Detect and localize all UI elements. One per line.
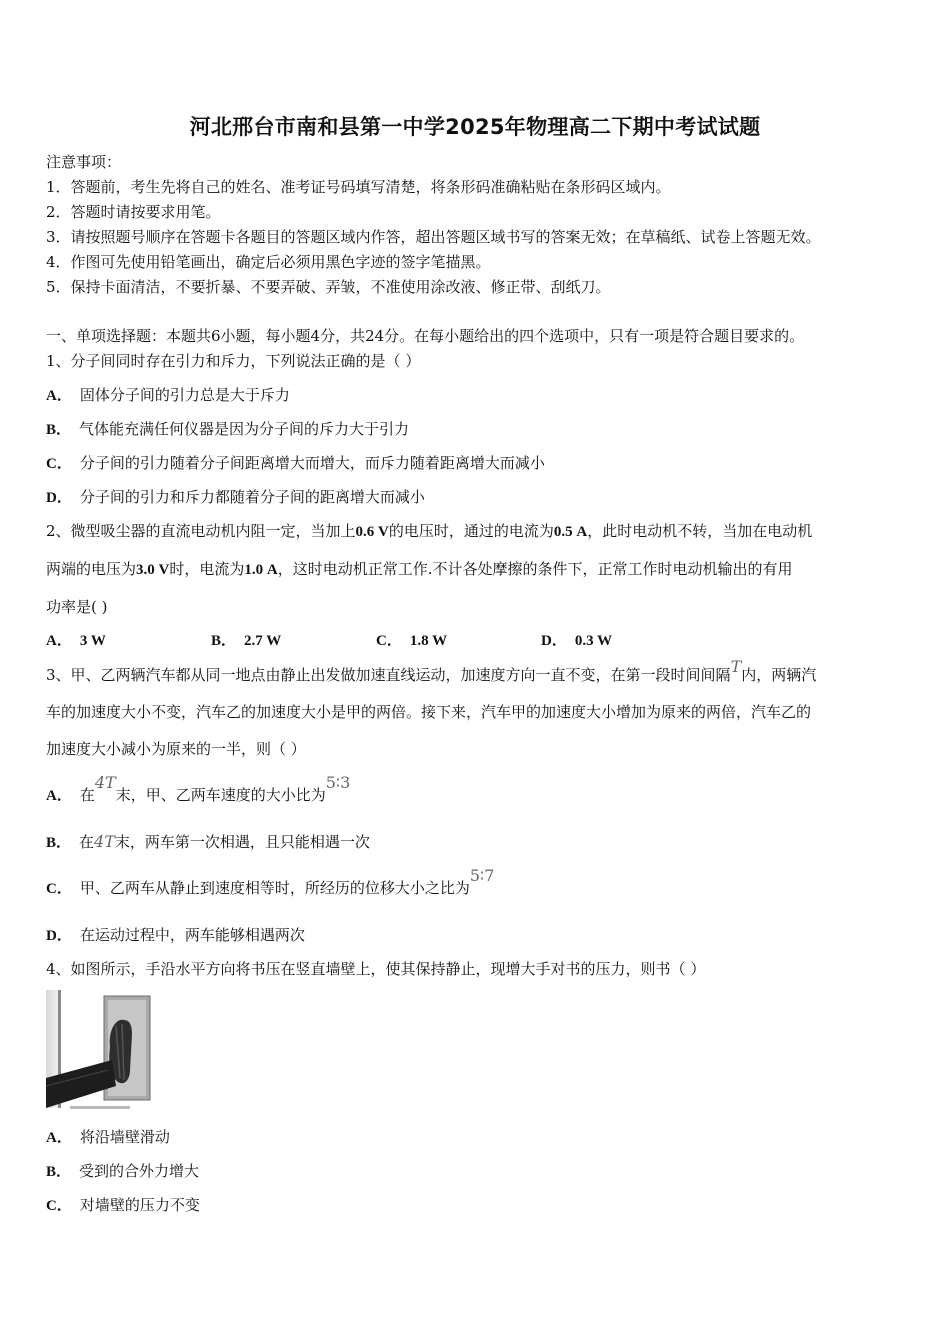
- option-label: B．: [211, 633, 237, 649]
- q2-option-d: [541, 630, 612, 651]
- q2-voltage-2: 3.0 V: [136, 562, 170, 578]
- option-label: A．: [46, 1130, 72, 1146]
- q2-option-c: [376, 630, 447, 651]
- option-text: 分子间的引力和斥力都随着分子间的距离增大而减小: [79, 488, 425, 506]
- q2-text: 两端的电压为: [46, 560, 137, 578]
- q1-option-c: [46, 453, 545, 474]
- option-text: 2.7 W: [244, 633, 282, 649]
- q2-stem-line-1: [46, 521, 812, 542]
- q3-stem-line-2: 车的加速度大小不变，汽车乙的加速度大小是甲的两倍。接下来，汽车甲的加速度大小增加为原来的两倍，汽车乙的: [46, 703, 812, 721]
- q3-stem-line-1: [46, 657, 817, 685]
- option-text: 在: [79, 833, 95, 851]
- q2-stem-line-3: 功率是( ): [46, 598, 108, 616]
- option-label: B．: [46, 1164, 72, 1180]
- page-title: 河北邢台市南和县第一中学2025年物理高二下期中考试试题: [189, 115, 761, 139]
- notice-item-2: 2．答题时请按要求用笔。: [46, 203, 221, 221]
- q2-option-a: [46, 630, 106, 651]
- option-label: D．: [46, 928, 72, 944]
- math-expression: 4T: [94, 773, 116, 792]
- option-text: 受到的合外力增大: [79, 1162, 200, 1180]
- notice-item-5: 5．保持卡面清洁，不要折暴、不要弄破、弄皱，不准使用涂改液、修正带、刮纸刀。: [46, 278, 611, 296]
- option-label: B．: [46, 835, 72, 851]
- q2-text: 2、微型吸尘器的直流电动机内阻一定，当加上: [46, 522, 356, 540]
- math-expression: 5∶7: [469, 866, 495, 885]
- q2-text: ，此时电动机不转，当加在电动机: [587, 522, 813, 540]
- option-label: A．: [46, 633, 72, 649]
- option-text: 甲、乙两车从静止到速度相等时，所经历的位移大小之比为: [79, 879, 470, 897]
- q2-stem-line-2: [46, 559, 793, 580]
- option-label: B．: [46, 422, 72, 438]
- q2-text: 时，电流为: [169, 560, 245, 578]
- hand-pressing-book-figure: [46, 990, 158, 1112]
- notice-item-1: 1．答题前，考生先将自己的姓名、准考证号码填写清楚，将条形码准确粘贴在条形码区域内。: [46, 178, 671, 196]
- q3-text: 内，两辆汽: [741, 666, 817, 684]
- option-label: C．: [46, 881, 72, 897]
- notice-heading: 注意事项：: [46, 153, 122, 171]
- option-text: 气体能充满任何仪器是因为分子间的斥力大于引力: [79, 420, 410, 438]
- q3-stem-line-3: 加速度大小减小为原来的一半，则（ ）: [46, 740, 306, 758]
- option-text: 末，两车第一次相遇，且只能相遇一次: [114, 833, 370, 851]
- notice-item-3: 3．请按照题号顺序在答题卡各题目的答题区域内作答，超出答题区域书写的答案无效；在草稿纸、试卷上答题无效。: [46, 228, 821, 246]
- q1-option-a: [46, 385, 290, 406]
- option-label: D．: [46, 490, 72, 506]
- option-text: 在: [79, 786, 95, 804]
- q1-stem: 1、分子间同时存在引力和斥力，下列说法正确的是（ ）: [46, 352, 421, 370]
- q2-text: ，这时电动机正常工作.不计各处摩擦的条件下，正常工作时电动机输出的有用: [277, 560, 793, 578]
- option-label: C．: [376, 633, 402, 649]
- q4-stem: 4、如图所示，手沿水平方向将书压在竖直墙壁上，使其保持静止，现增大手对书的压力，则书（ ）: [46, 960, 706, 978]
- option-text: 0.3 W: [574, 633, 613, 649]
- q3-option-d: [46, 925, 305, 946]
- option-text: 对墙壁的压力不变: [79, 1196, 200, 1214]
- option-text: 1.8 W: [409, 633, 448, 649]
- q1-option-b: [46, 419, 409, 440]
- q2-current-1: 0.5 A: [553, 524, 588, 540]
- q3-option-c: [46, 866, 495, 899]
- option-label: A．: [46, 388, 72, 404]
- q3-option-b: [46, 832, 370, 853]
- q4-option-b: [46, 1161, 199, 1182]
- option-text: 3 W: [79, 633, 106, 649]
- math-expression: 5∶3: [325, 773, 351, 792]
- q2-text: 的电压时，通过的电流为: [388, 522, 554, 540]
- q4-option-c: [46, 1195, 200, 1216]
- q2-option-b: [211, 630, 281, 651]
- option-text: 固体分子间的引力总是大于斥力: [79, 386, 290, 404]
- option-text: 在运动过程中，两车能够相遇两次: [79, 926, 305, 944]
- q2-voltage-1: 0.6 V: [355, 524, 389, 540]
- section-heading: 一、单项选择题：本题共6小题，每小题4分，共24分。在每小题给出的四个选项中，只有一项是符合题目要求的。: [46, 327, 805, 345]
- math-expression: 4T: [94, 832, 115, 851]
- q4-option-a: [46, 1127, 170, 1148]
- q3-symbol-t: T: [730, 657, 742, 676]
- notice-item-4: 4．作图可先使用铅笔画出，确定后必须用黑色字迹的签字笔描黑。: [46, 253, 491, 271]
- option-label: D．: [541, 633, 567, 649]
- q3-text: 3、甲、乙两辆汽车都从同一地点由静止出发做加速直线运动，加速度方向一直不变，在第一段时间间隔: [46, 666, 731, 684]
- q2-current-2: 1.0 A: [244, 562, 278, 578]
- option-text: 末，甲、乙两车速度的大小比为: [115, 786, 326, 804]
- option-label: A．: [46, 788, 72, 804]
- option-label: C．: [46, 1198, 72, 1214]
- option-label: C．: [46, 456, 72, 472]
- option-text: 将沿墙壁滑动: [79, 1128, 170, 1146]
- option-text: 分子间的引力随着分子间距离增大而增大，而斥力随着距离增大而减小: [79, 454, 545, 472]
- q3-option-a: [46, 773, 351, 806]
- q1-option-d: [46, 487, 425, 508]
